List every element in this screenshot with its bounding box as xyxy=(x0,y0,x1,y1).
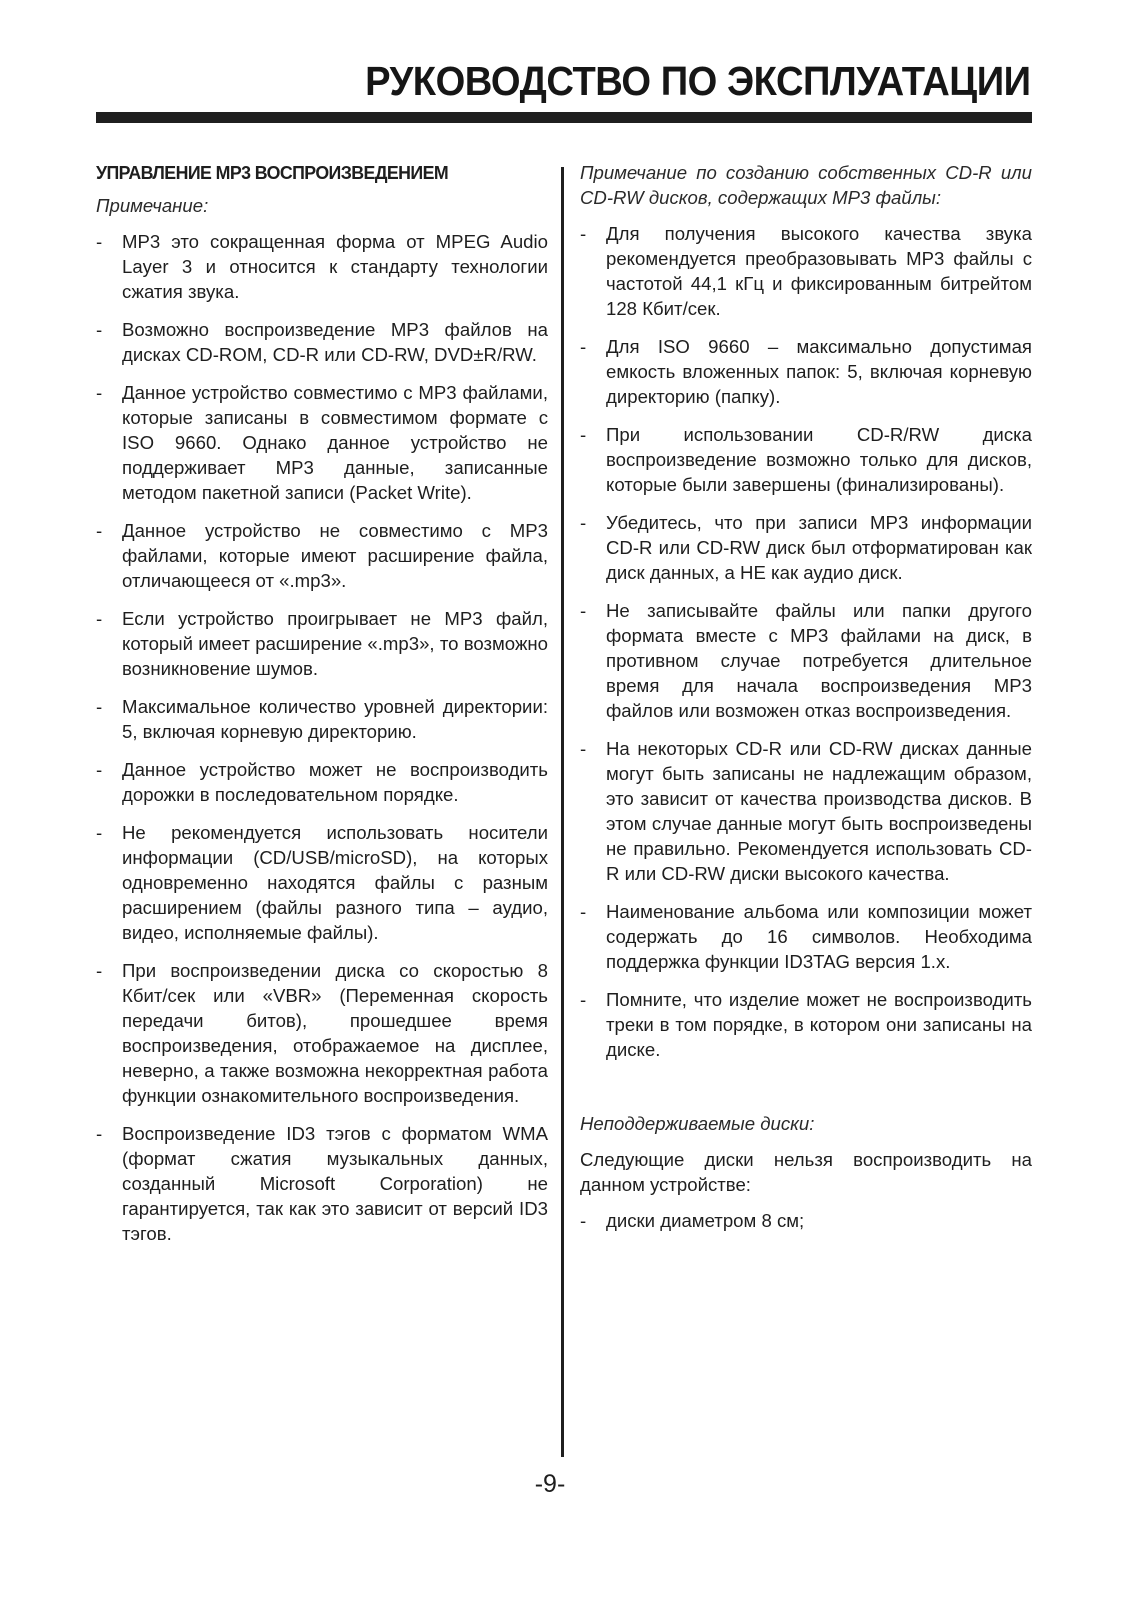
list-item-text: Убедитесь, что при записи MP3 информации CD-R или CD-RW диск был отформатирован как диск данных, а НЕ как аудио диск. xyxy=(606,512,1032,583)
list-item xyxy=(580,510,1032,585)
list-item-text: Не записывайте файлы или папки другого формата вместе с MP3 файлами на диск, в противном случае потребуется длительное время для начала воспроизведения MP3 файлов или возможен отказ воспроизведения. xyxy=(606,600,1032,721)
unsupported-discs-intro: Следующие диски нельзя воспроизводить на данном устройстве: xyxy=(580,1149,1032,1195)
bullet-dash: - xyxy=(580,901,587,922)
list-item xyxy=(96,820,548,945)
bullet-dash: - xyxy=(580,1210,587,1231)
bullet-dash: - xyxy=(96,696,103,717)
list-item-text: При воспроизведении диска со скоростью 8 Кбит/сек или «VBR» (Переменная скорость передачи битов), прошедшее время воспроизведения, отображаемое на дисплее, неверно, а также возможна некорректная работа функции ознакомительного воспроизведения. xyxy=(122,960,548,1106)
bullet-dash: - xyxy=(96,960,103,981)
list-item-text: Для получения высокого качества звука рекомендуется преобразовывать MP3 файлы с частотой 44,1 кГц и фиксированным битрейтом 128 Кбит/сек. xyxy=(606,223,1032,319)
list-item-text: На некоторых CD-R или CD-RW дисках данные могут быть записаны не надлежащим образом, это зависит от качества производства дисков. В этом случае данные могут быть воспроизведены не правильно. Рекомендуется использовать CD-R или CD-RW диски высокого качества. xyxy=(606,738,1032,884)
bullet-dash: - xyxy=(96,382,103,403)
list-item-text: Возможно воспроизведение MP3 файлов на дисках CD-ROM, CD-R или CD-RW, DVD±R/RW. xyxy=(122,319,548,365)
bullet-dash: - xyxy=(96,231,103,252)
column-divider xyxy=(561,167,564,1457)
list-item-text: Для ISO 9660 – максимально допустимая емкость вложенных папок: 5, включая корневую директорию (папку). xyxy=(606,336,1032,407)
note-label: Примечание: xyxy=(96,195,209,216)
spacer xyxy=(580,1075,1032,1111)
list-item xyxy=(580,598,1032,723)
page-number: -9- xyxy=(534,1470,566,1498)
list-item xyxy=(96,518,548,593)
list-item xyxy=(580,736,1032,886)
bullet-dash: - xyxy=(580,600,587,621)
right-column xyxy=(580,160,1032,1246)
list-item xyxy=(580,334,1032,409)
list-item-text: Данное устройство может не воспроизводить дорожки в последовательном порядке. xyxy=(122,759,548,805)
list-item-text: Не рекомендуется использовать носители информации (CD/USB/microSD), на которых одновременно находятся файлы с разным расширением (файлы разного типа – аудио, видео, исполняемые файлы). xyxy=(122,822,548,943)
unsupported-discs-label: Неподдерживаемые диски: xyxy=(580,1113,815,1134)
left-column xyxy=(96,160,548,1259)
list-item xyxy=(96,1121,548,1246)
list-item xyxy=(96,380,548,505)
bullet-dash: - xyxy=(580,223,587,244)
list-item-text: Данное устройство не совместимо с MP3 файлами, которые имеют расширение файла, отличающееся от «.mp3». xyxy=(122,520,548,591)
list-item-text: диски диаметром 8 см; xyxy=(606,1210,805,1231)
bullet-dash: - xyxy=(96,608,103,629)
bullet-dash: - xyxy=(580,738,587,759)
list-item xyxy=(96,606,548,681)
list-item-text: При использовании CD-R/RW диска воспроизведение возможно только для дисков, которые были завершены (финализированы). xyxy=(606,424,1032,495)
list-item xyxy=(96,958,548,1108)
left-note-list xyxy=(96,229,548,1246)
unsupported-discs-list xyxy=(580,1208,1032,1233)
list-item xyxy=(96,229,548,304)
list-item xyxy=(96,694,548,744)
list-item xyxy=(96,317,548,367)
bullet-dash: - xyxy=(580,336,587,357)
list-item xyxy=(580,422,1032,497)
list-item-text: Если устройство проигрывает не MP3 файл, который имеет расширение «.mp3», то возможно возникновение шумов. xyxy=(122,608,548,679)
page-title: РУКОВОДСТВО ПО ЭКСПЛУАТАЦИИ xyxy=(365,58,1031,104)
list-item-text: Максимальное количество уровней директории: 5, включая корневую директорию. xyxy=(122,696,548,742)
bullet-dash: - xyxy=(96,319,103,340)
note-label: Примечание по созданию собственных CD-R или CD-RW дисков, содержащих MP3 файлы: xyxy=(580,162,1032,208)
list-item-text: MP3 это сокращенная форма от MPEG Audio Layer 3 и относится к стандарту технологии сжатия звука. xyxy=(122,231,548,302)
list-item-text: Данное устройство совместимо с MP3 файлами, которые записаны в совместимом формате с ISO 9660. Однако данное устройство не поддерживает MP3 данные, записанные методом пакетной записи (Packet Write). xyxy=(122,382,548,503)
bullet-dash: - xyxy=(580,424,587,445)
list-item xyxy=(580,221,1032,321)
bullet-dash: - xyxy=(580,989,587,1010)
section-heading: УПРАВЛЕНИЕ MP3 ВОСПРОИЗВЕДЕНИЕМ xyxy=(96,162,449,183)
bullet-dash: - xyxy=(96,520,103,541)
list-item xyxy=(580,899,1032,974)
bullet-dash: - xyxy=(96,1123,103,1144)
list-item-text: Наименование альбома или композиции может содержать до 16 символов. Необходима поддержка функции ID3TAG версия 1.x. xyxy=(606,901,1032,972)
title-underline-bar xyxy=(96,112,1032,123)
list-item xyxy=(580,1208,1032,1233)
bullet-dash: - xyxy=(580,512,587,533)
bullet-dash: - xyxy=(96,759,103,780)
list-item xyxy=(580,987,1032,1062)
list-item xyxy=(96,757,548,807)
right-note-list xyxy=(580,221,1032,1062)
bullet-dash: - xyxy=(96,822,103,843)
list-item-text: Воспроизведение ID3 тэгов с форматом WMA (формат сжатия музыкальных данных, созданный Microsoft Corporation) не гарантируется, так как это зависит от версий ID3 тэгов. xyxy=(122,1123,548,1244)
list-item-text: Помните, что изделие может не воспроизводить треки в том порядке, в котором они записаны на диске. xyxy=(606,989,1032,1060)
